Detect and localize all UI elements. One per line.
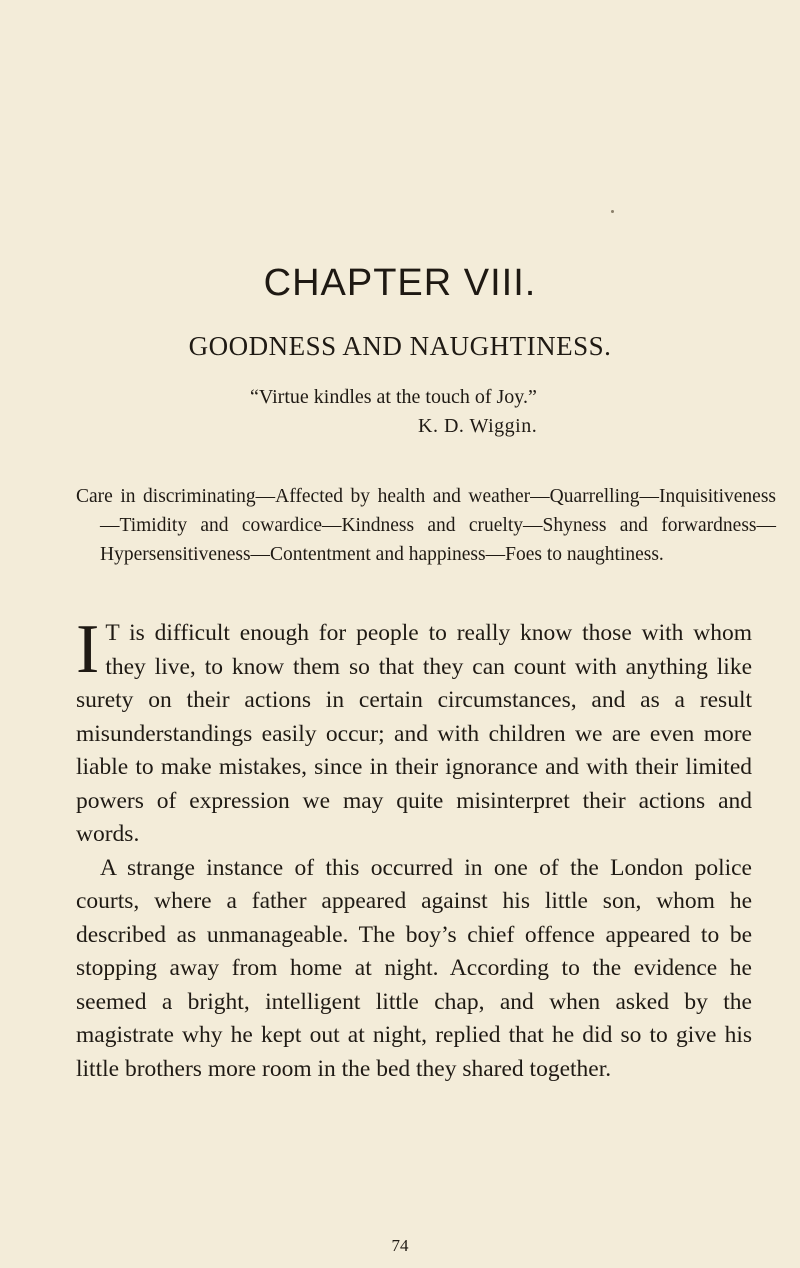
chapter-body (76, 611, 752, 1086)
epigraph (250, 383, 730, 441)
chapter-title: CHAPTER VIII. (263, 262, 537, 304)
section-title: GOODNESS AND NAUGHTINESS. (188, 331, 612, 361)
epigraph-author: K. D. Wiggin. (418, 415, 538, 437)
body-paragraph-1 (76, 611, 752, 852)
chapter-summary: Care in discriminating—Affected by health and weather—Quarrelling—Inquisitiveness—Timidity and cowardice—Kindness and cruelty—Shyness and forwardness—Hypersensitiveness—Contentment and happiness—Foes to naughtiness. (76, 486, 776, 565)
epigraph-quote: “Virtue kindles at the touch of Joy.” (250, 386, 537, 408)
body-paragraph-1-text: T is difficult enough for people to really know those with whom they live, to know them so that they can count with anything like surety on their actions in certain circumstances, and as a result misunderstandings easily occur; and with children we are even more liable to make mistakes, since in their ignorance and with their limited powers of expression we may quite misinterpret their actions and words. (76, 620, 752, 847)
body-paragraph-2: A strange instance of this occurred in one of the London police courts, where a father appeared against his little son, whom he described as unmanageable. The boy’s chief offence appeared to be stopping away from home at night. According to the evidence he seemed a bright, intelligent little chap, and when asked by the magistrate why he kept out at night, replied that he did so to give his little brothers more room in the bed they shared together. (76, 854, 752, 1082)
drop-cap: I (76, 611, 100, 688)
page-number: 74 (391, 1236, 409, 1255)
paper-speck (611, 210, 614, 213)
